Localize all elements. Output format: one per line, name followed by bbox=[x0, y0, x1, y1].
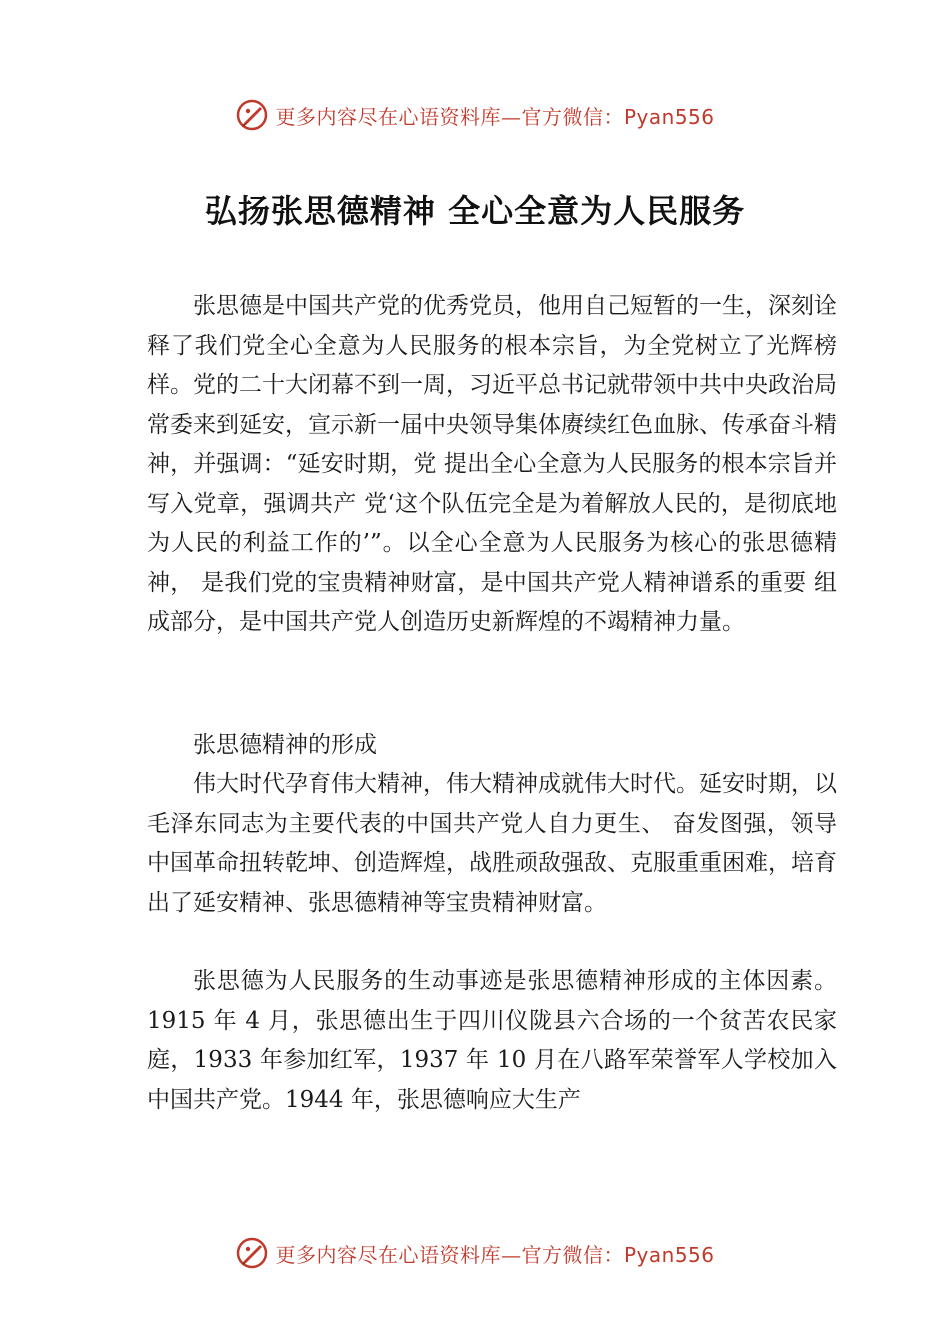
paragraph-intro bbox=[147, 287, 837, 643]
paragraph-formation-text: 伟大时代孕育伟大精神，伟大精神成就伟大时代。延安时期，以毛泽东同志为主要代表的中国共产党人自力更生、 奋发图强，领导中国革命扭转乾坤、创造辉煌，战胜顽敌强敌、克服重重困难，培育出了延安精神、张思德精神等宝贵精神财富。 bbox=[147, 771, 837, 916]
paragraph-biography bbox=[147, 962, 837, 1120]
header-banner bbox=[0, 95, 950, 135]
page-title: 弘扬张思德精神 全心全意为人民服务 bbox=[204, 192, 746, 230]
paragraph-intro-text: 张思德是中国共产党的优秀党员，他用自己短暂的一生，深刻诠释了我们党全心全意为人民服务的根本宗旨，为全党树立了光辉榜样。党的二十大闭幕不到一周，习近平总书记就带领中共中央政治局常委来到延安，宣示新一届中央领导集体赓续红色血脉、传承奋斗精神，并强调：“延安时期，党 提出全心全意为人民服务的根本宗旨并写入党章，强调共产 党‘这个队伍完全是为着解放人民的，是彻底地为人民的利益工作的’”。以全心全意为人民服务为核心的张思德精神， 是我们党的宝贵精神财富，是中国共产党人精神谱系的重要 组成部分，是中国共产党人创造历史新辉煌的不竭精神力量。 bbox=[147, 293, 837, 635]
section-heading bbox=[147, 726, 837, 766]
pen-seal-logo-icon bbox=[235, 1236, 269, 1270]
banner-account: Pyan556 bbox=[623, 104, 715, 129]
banner-text: 更多内容尽在心语资料库—官方微信：Pyan556 bbox=[275, 1242, 715, 1267]
section-heading-text: 张思德精神的形成 bbox=[193, 732, 377, 758]
banner-text: 更多内容尽在心语资料库—官方微信：Pyan556 bbox=[275, 104, 715, 129]
pen-seal-logo-icon bbox=[235, 98, 269, 132]
paragraph-formation bbox=[147, 765, 837, 923]
banner-account: Pyan556 bbox=[623, 1242, 715, 1267]
paragraph-biography-text: 张思德为人民服务的生动事迹是张思德精神形成的主体因素。1915 年 4 月，张思德出生于四川仪陇县六合场的一个贫苦农民家庭，1933 年参加红军，1937 年 10 月在八路军荣誉军人学校加入中国共产党。1944 年，张思德响应大生产 bbox=[147, 968, 837, 1113]
footer-banner bbox=[0, 1233, 950, 1273]
